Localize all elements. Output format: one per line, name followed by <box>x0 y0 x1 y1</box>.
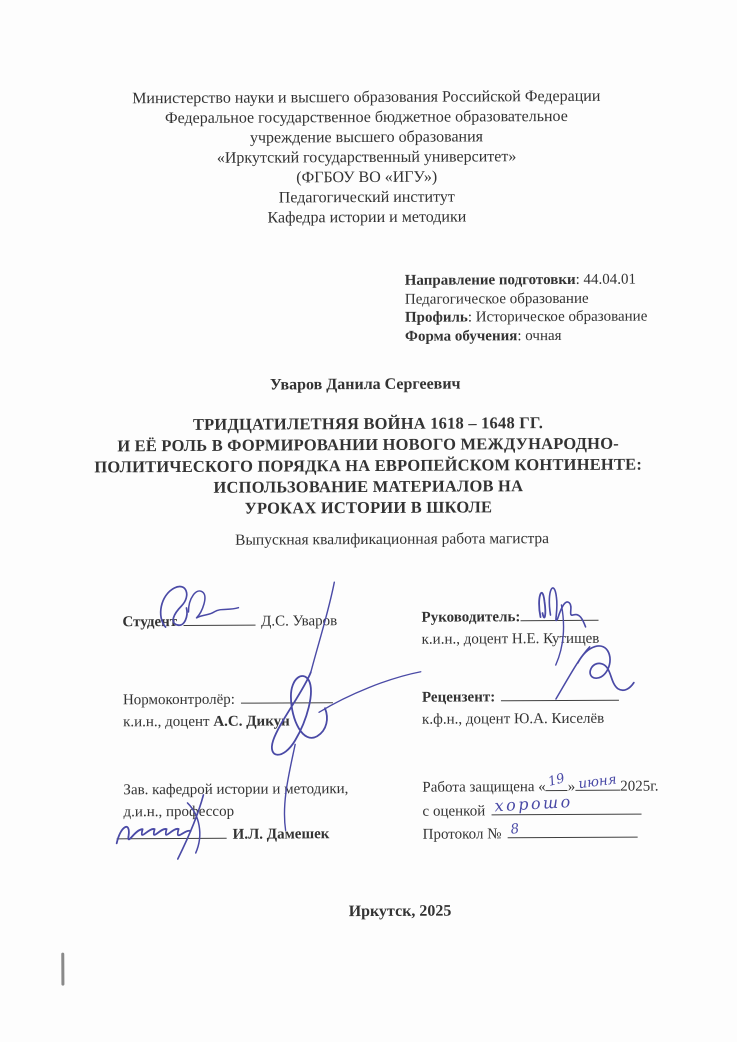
department-head-line2: д.и.н., профессор <box>123 803 235 820</box>
thesis-title-line: И ЕЁ РОЛЬ В ФОРМИРОВАНИИ НОВОГО МЕЖДУНАРОДНО- <box>117 433 619 456</box>
thesis-title-line: ТРИДЦАТИЛЕТНЯЯ ВОЙНА 1618 – 1648 ГГ. <box>192 413 544 434</box>
program-profile-label: Профиль <box>404 309 468 326</box>
defense-month-handwritten: июня <box>577 770 618 792</box>
defense-grade-handwritten: хорошо <box>493 791 573 816</box>
defense-block <box>422 770 659 846</box>
work-type: Выпускная квалификационная работа магистра <box>235 530 550 549</box>
normcontrol-label: Нормоконтролёр: <box>122 691 235 709</box>
department-head-line1: Зав. кафедрой истории и методики, <box>123 781 349 799</box>
program-direction-label: Направление подготовки <box>404 271 576 289</box>
defense-protocol-line <box>423 821 659 846</box>
defense-protocol-fill-line <box>507 822 637 839</box>
program-form <box>405 326 648 346</box>
program-direction <box>405 271 648 291</box>
program-form-label: Форма обучения <box>404 327 518 345</box>
header-line: (ФГБОУ ВО «ИГУ») <box>296 168 438 187</box>
defense-day-line <box>546 770 568 791</box>
defense-protocol-label: Протокол № <box>422 826 502 843</box>
program-direction-value2: Педагогическое образование <box>404 290 589 308</box>
department-head-name: И.Л. Дамешек <box>232 826 330 843</box>
supervisor-name: к.и.н., доцент Н.Е. Кутищев <box>421 630 600 648</box>
footer-city-year: Иркутск, 2025 <box>348 902 452 921</box>
reviewer-signature <box>546 637 638 707</box>
defense-protocol-handwritten: 8 <box>509 820 520 838</box>
supervisor-label: Руководитель: <box>421 609 521 626</box>
defense-day-handwritten: 19 <box>547 770 567 790</box>
program-info <box>405 271 648 346</box>
program-direction-value: : 44.04.01 <box>575 271 637 288</box>
header-line: Педагогический институт <box>278 188 455 207</box>
reviewer-label: Рецензент: <box>421 689 496 706</box>
header-line: учреждение высшего образования <box>249 128 484 147</box>
scan-artifact-line <box>61 953 64 986</box>
defense-date-prefix: Работа защищена « <box>422 779 546 796</box>
normcontrol-signature <box>248 576 429 839</box>
thesis-title-line: ПОЛИТИЧЕСКОГО ПОРЯДКА НА ЕВРОПЕЙСКОМ КОНТИНЕНТЕ: <box>94 454 643 477</box>
program-profile-value: : Историческое образование <box>467 308 648 326</box>
defense-date-suffix: 2025г. <box>620 778 659 795</box>
header-line: Кафедра истории и методики <box>267 208 467 227</box>
header-line: Министерство науки и высшего образования Российской Федерации <box>132 87 601 108</box>
defense-grade-label: с оценкой <box>422 802 486 820</box>
program-form-value: : очная <box>517 327 562 344</box>
student-signature <box>150 581 252 634</box>
student-name: Д.С. Уваров <box>261 613 338 630</box>
university-header <box>0 86 735 230</box>
thesis-title <box>0 411 737 520</box>
header-line: «Иркутский государственный университет» <box>216 148 517 167</box>
defense-date-mid: » <box>567 778 576 795</box>
defense-grade-line <box>422 791 658 823</box>
defense-grade-fill-line <box>491 791 641 816</box>
department-head-signature <box>111 789 267 862</box>
thesis-title-line: ИСПОЛЬЗОВАНИЕ МАТЕРИАЛОВ НА <box>213 476 524 497</box>
normcontrol-name: А.С. Дикун <box>213 712 290 730</box>
thesis-title-line: УРОКАХ ИСТОРИИ В ШКОЛЕ <box>244 497 493 518</box>
student-label: Студент <box>122 614 178 631</box>
reviewer-name: к.ф.н., доцент Ю.А. Киселёв <box>421 710 605 728</box>
normcontrol-name-prefix: к.и.н., доцент <box>123 713 214 730</box>
header-line: Федеральное государственное бюджетное образовательное <box>164 107 568 128</box>
program-profile <box>405 308 648 328</box>
defense-month-line <box>575 770 620 792</box>
author-name: Уваров Данила Сергеевич <box>269 375 461 394</box>
